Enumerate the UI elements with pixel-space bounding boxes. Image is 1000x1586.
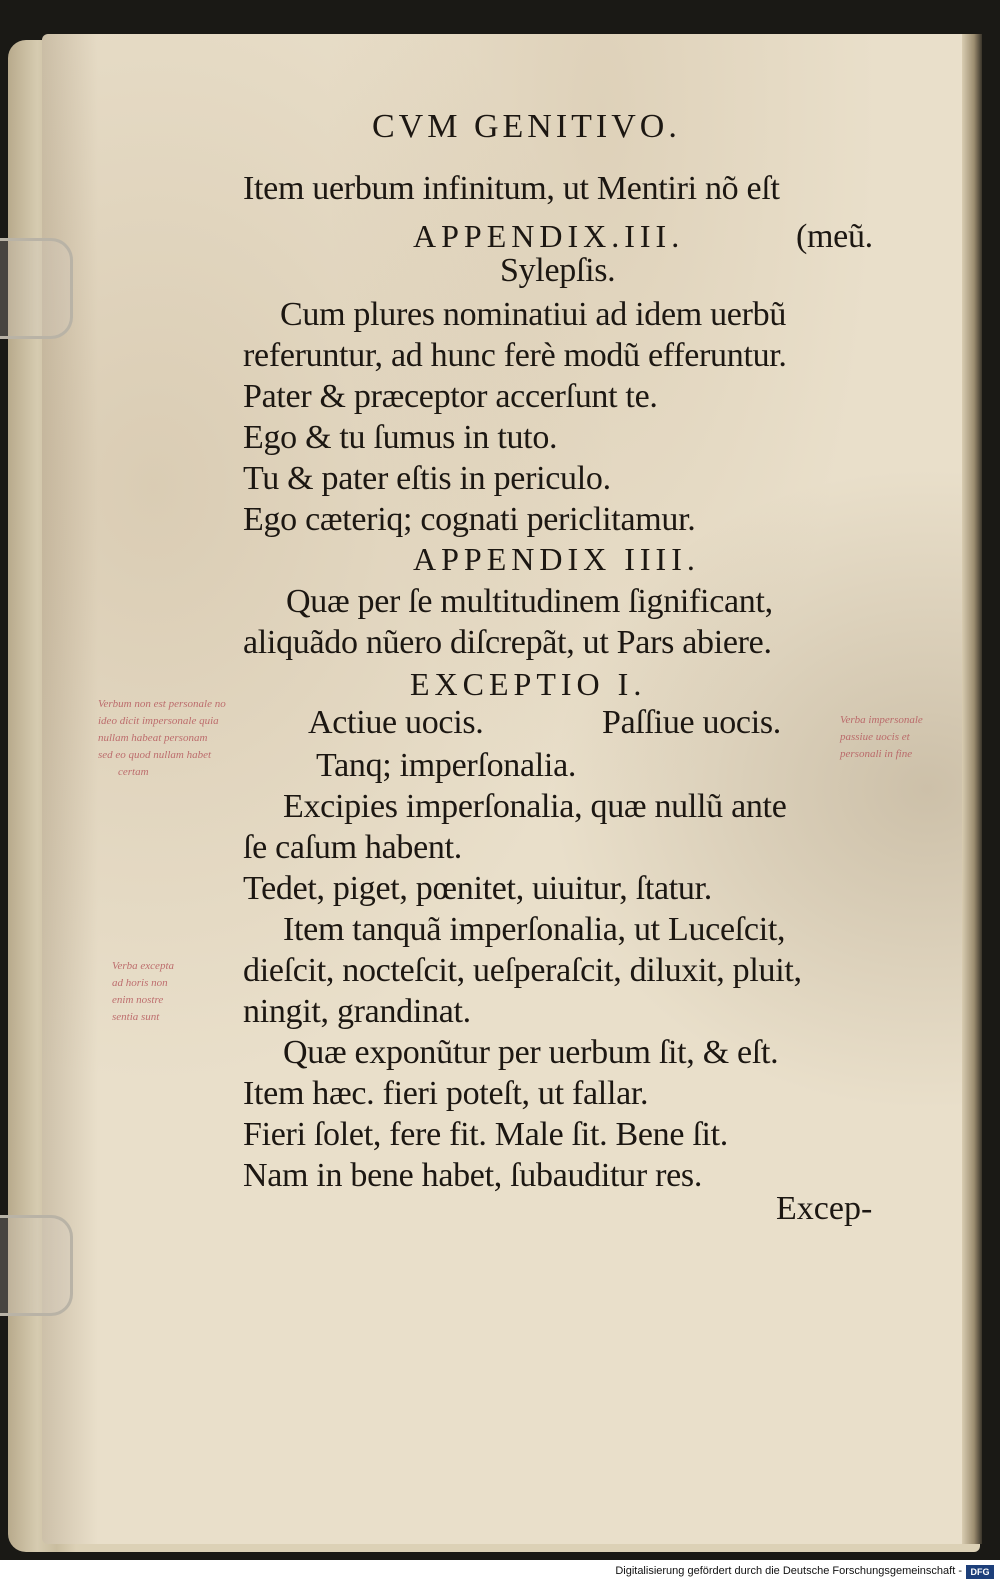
text-line: Quæ per ſe multitudinem ſignificant, — [286, 583, 773, 620]
text-line: Quæ exponũtur per uerbum ſit, & eſt. — [283, 1034, 779, 1071]
text-line: Tanq; imperſonalia. — [316, 747, 577, 784]
text-line: referuntur, ad hunc ferè modũ efferuntur. — [243, 337, 787, 374]
text-line: dieſcit, nocteſcit, ueſperaſcit, diluxit, pluit, — [243, 952, 802, 989]
margin-note-right: Verba impersonale passiue uocis et personali in fine — [840, 714, 923, 760]
subheading: Sylepſis. — [500, 252, 616, 289]
funding-credit: Digitalisierung gefördert durch die Deutsche Forschungsgemeinschaft - — [615, 1565, 962, 1577]
text-line: Actiue uocis. — [308, 704, 484, 741]
text-line: ſe caſum habent. — [243, 829, 462, 866]
text-line: Fieri ſolet, fere fit. Male ſit. Bene ſit. — [243, 1116, 728, 1153]
text-line: Pater & præceptor accerſunt te. — [243, 378, 658, 415]
text-line: Item hæc. fieri poteſt, ut fallar. — [243, 1075, 649, 1112]
section-heading: APPENDIX IIII. — [413, 541, 700, 577]
text-line: Cum plures nominatiui ad idem uerbũ — [280, 296, 787, 333]
text-line: aliquãdo nũero diſcrepãt, ut Pars abiere. — [243, 624, 772, 661]
text-line: Item tanquã imperſonalia, ut Luceſcit, — [283, 911, 786, 948]
catchword: Excep- — [776, 1190, 873, 1227]
footer-bar — [0, 1560, 1000, 1586]
section-heading: APPENDIX.III. — [413, 218, 685, 254]
margin-note-left-bottom: Verba excepta ad horis non enim nostre sentia sunt — [112, 960, 174, 1023]
paper-clip-bottom — [0, 1215, 73, 1316]
text-line: Tu & pater eſtis in periculo. — [243, 460, 611, 497]
text-line: Ego & tu ſumus in tuto. — [243, 419, 558, 456]
book-gutter — [962, 34, 982, 1544]
text-line: ningit, grandinat. — [243, 993, 471, 1030]
paper-clip-top — [0, 238, 73, 339]
text-line: Nam in bene habet, ſubauditur res. — [243, 1157, 703, 1194]
running-title: CVM GENITIVO. — [372, 108, 681, 145]
section-heading: EXCEPTIO I. — [410, 666, 647, 702]
text-line: Item uerbum infinitum, ut Mentiri nõ eſt — [243, 170, 780, 207]
dfg-logo: DFG — [966, 1565, 994, 1579]
text-line: Ego cæteriq; cognati periclitamur. — [243, 501, 696, 538]
text-line: Excipies imperſonalia, quæ nullũ ante — [283, 788, 787, 825]
text-line: Paſſiue uocis. — [602, 704, 781, 741]
text-line: (meũ. — [796, 218, 873, 255]
margin-note-left-top: Verbum non est personale no ideo dicit impersonale quia nullam habeat personam sed eo quod nullam habet certam — [98, 698, 226, 778]
text-line: Tedet, piget, pœnitet, uiuitur, ſtatur. — [243, 870, 712, 907]
